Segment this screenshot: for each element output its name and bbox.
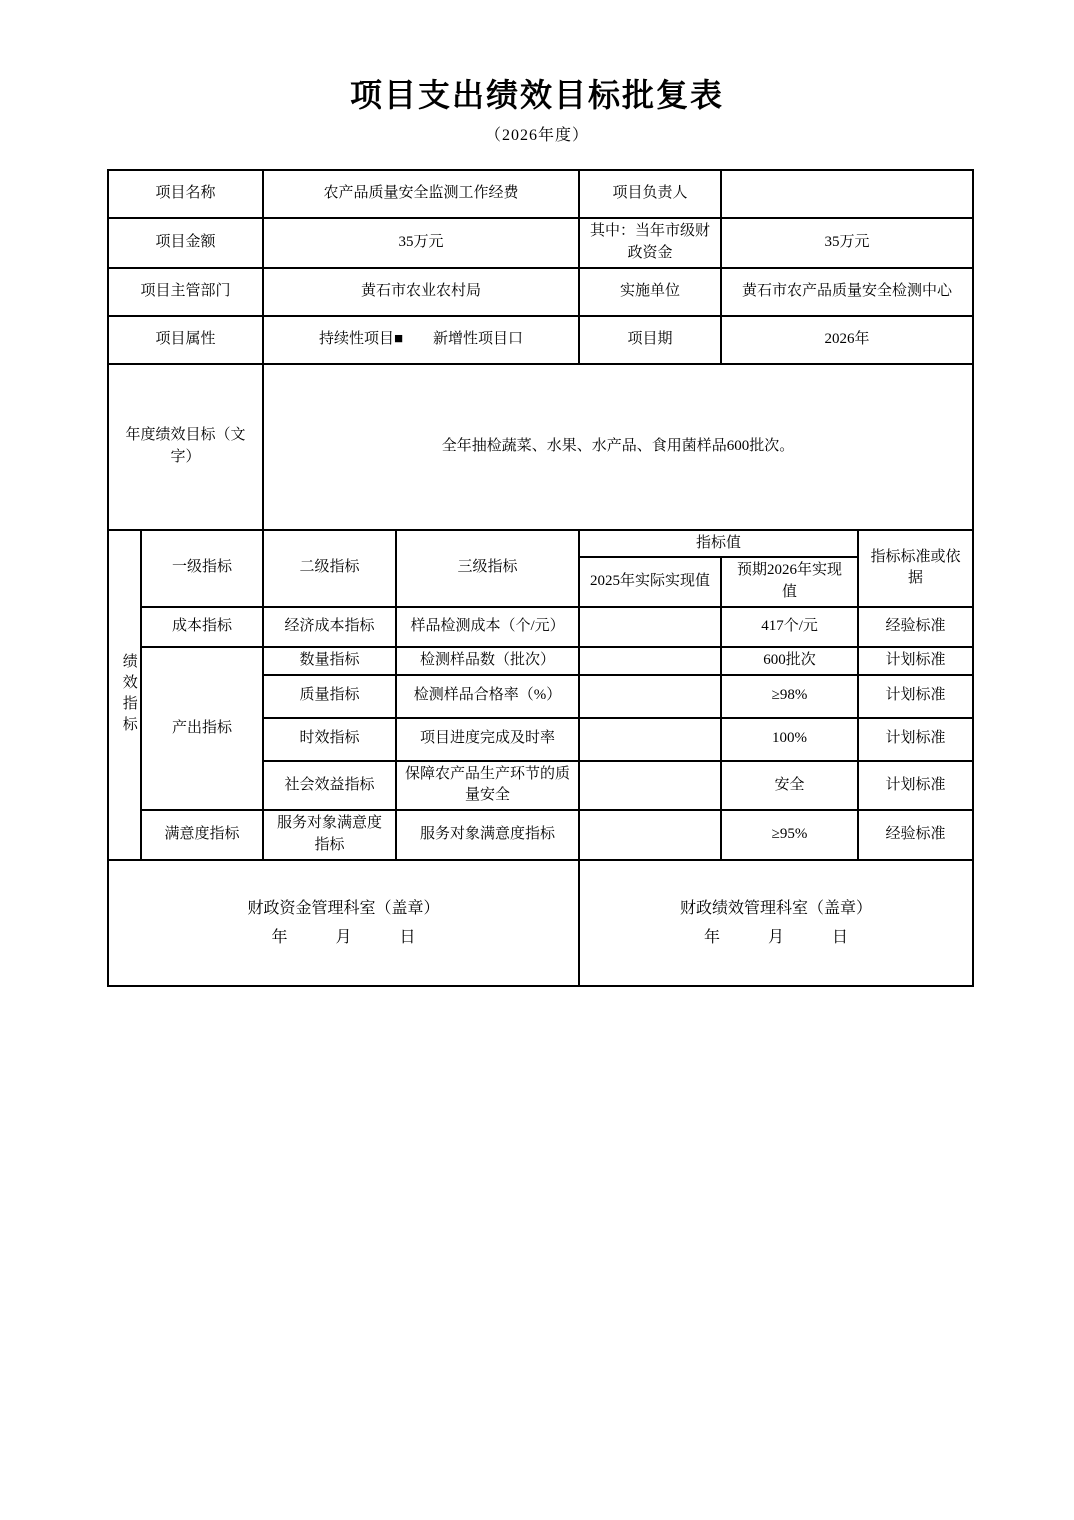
header-value-2026: 预期2026年实现值 [721,557,858,607]
indicator-value-2025 [579,647,721,675]
department-value: 黄石市农业农村局 [263,268,579,316]
indicator-level2: 服务对象满意度指标 [263,810,396,860]
indicator-level2: 经济成本指标 [263,607,396,647]
city-funds-value: 35万元 [721,218,973,268]
info-row-annual-goal [108,364,973,530]
page-subtitle: （2026年度） [484,127,589,145]
info-row-project-attr [108,316,973,364]
project-period-value: 2026年 [721,316,973,364]
indicator-standard: 计划标准 [858,647,973,675]
indicator-standard: 经验标准 [858,607,973,647]
indicator-standard: 计划标准 [858,761,973,811]
project-amount-value: 35万元 [263,218,579,268]
indicator-value-2025 [579,675,721,718]
indicator-value-2025 [579,810,721,860]
indicator-value-2025 [579,761,721,811]
signature-left-cell [108,860,579,986]
attr-new-option: 新增性项目口 [433,330,524,347]
indicator-standard: 计划标准 [858,718,973,761]
signature-left-title: 财政资金管理科室（盖章） [247,899,440,917]
project-amount-label: 项目金额 [108,218,263,268]
header-level3: 三级指标 [396,530,579,607]
indicator-value-2026: 417个/元 [721,607,858,647]
indicator-value-2025 [579,607,721,647]
project-attr-label: 项目属性 [108,316,263,364]
info-row-project-name [108,170,973,218]
header-value-group: 指标值 [579,530,858,558]
indicators-side-label [108,530,141,860]
indicator-level1: 满意度指标 [141,810,263,860]
annual-goal-value: 全年抽检蔬菜、水果、水产品、食用菌样品600批次。 [263,364,973,530]
project-period-label: 项目期 [579,316,721,364]
indicator-level3: 项目进度完成及时率 [396,718,579,761]
signature-right-title: 财政绩效管理科室（盖章） [680,899,873,917]
indicator-value-2026: 600批次 [721,647,858,675]
indicator-standard: 计划标准 [858,675,973,718]
indicator-value-2026: ≥95% [721,810,858,860]
indicator-value-2026: 100% [721,718,858,761]
implement-unit-value: 黄石市农产品质量安全检测中心 [721,268,973,316]
indicator-level3: 检测样品数（批次） [396,647,579,675]
indicator-level1: 成本指标 [141,607,263,647]
indicators-side-label-text: 绩效指标 [120,652,137,737]
department-label: 项目主管部门 [108,268,263,316]
indicator-value-2026: 安全 [721,761,858,811]
attr-continuing-option: 持续性项目■ [318,330,404,347]
city-funds-label: 其中：当年市级财政资金 [579,218,721,268]
project-attr-value [263,316,579,364]
indicator-standard: 经验标准 [858,810,973,860]
indicator-level2: 数量指标 [263,647,396,675]
indicator-level2: 社会效益指标 [263,761,396,811]
indicator-value-2025 [579,718,721,761]
indicator-level1: 产出指标 [141,647,263,810]
info-row-project-amount [108,218,973,268]
project-name-label: 项目名称 [108,170,263,218]
header-level1: 一级指标 [141,530,263,607]
indicator-value-2026: ≥98% [721,675,858,718]
indicator-row-quantity [108,647,973,675]
page-title: 项目支出绩效目标批复表 [349,77,724,113]
indicator-level2: 质量指标 [263,675,396,718]
performance-target-table [107,169,974,987]
info-row-department [108,268,973,316]
project-leader-label: 项目负责人 [579,170,721,218]
indicator-level2: 时效指标 [263,718,396,761]
signature-left-date: 年 月 日 [271,928,416,946]
annual-goal-label: 年度绩效目标（文字） [108,364,263,530]
indicator-header-row-a [108,530,973,558]
indicator-level3: 保障农产品生产环节的质量安全 [396,761,579,811]
indicator-row-cost [108,607,973,647]
signature-row [108,860,973,986]
signature-right-date: 年 月 日 [704,928,849,946]
indicator-level3: 检测样品合格率（%） [396,675,579,718]
project-name-value: 农产品质量安全监测工作经费 [263,170,579,218]
signature-right-cell [579,860,973,986]
indicator-level3: 样品检测成本（个/元） [396,607,579,647]
header-level2: 二级指标 [263,530,396,607]
header-standard: 指标标准或依据 [858,530,973,607]
indicator-row-satisfaction [108,810,973,860]
indicator-level3: 服务对象满意度指标 [396,810,579,860]
implement-unit-label: 实施单位 [579,268,721,316]
project-leader-value [721,170,973,218]
header-value-2025: 2025年实际实现值 [579,557,721,607]
